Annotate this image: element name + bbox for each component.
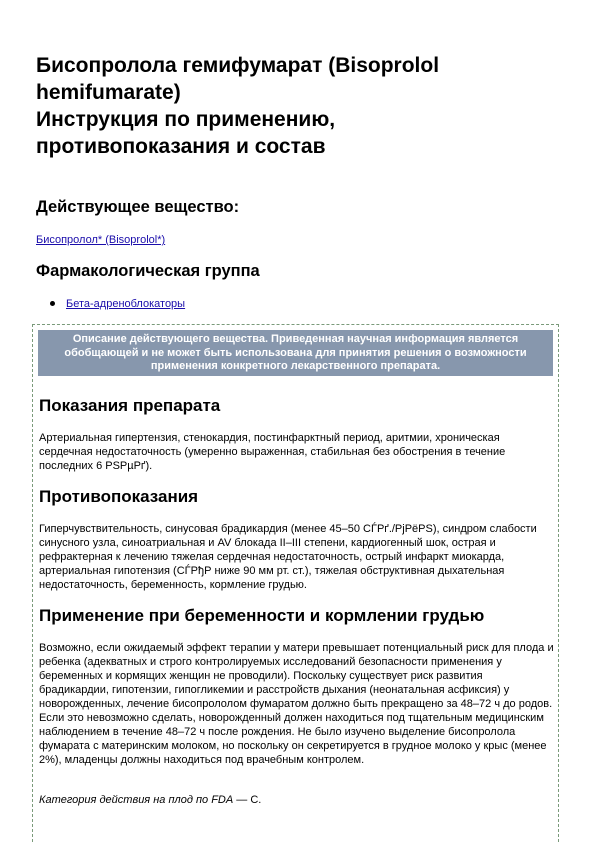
page-title: [36, 52, 566, 160]
notice-banner: Описание действующего вещества. Приведенная научная информация является обобщающей и не может быть использована для принятия решения о возможности применения конкретного лекарственного препарата.: [38, 330, 553, 376]
fda-category-value: — C.: [233, 794, 262, 806]
pharm-group-heading: Фармакологическая группа: [36, 262, 260, 280]
title-line-3: Инструкция по применению,: [36, 108, 336, 131]
active-substance-link[interactable]: Бисопролол* (Bisoprolol*): [36, 234, 166, 246]
indications-text: Артериальная гипертензия, стенокардия, постинфарктный период, аритмии, хроническая сердечная недостаточность (умеренно выраженная, стабильная без обострения в течение последних 6 PSPµPґ).: [39, 432, 506, 472]
title-line-1: Бисопролола гемифумарат (Bisoprolol: [36, 54, 440, 77]
pregnancy-text: Возможно, если ожидаемый эффект терапии у матери превышает потенциальный риск для плода и ребенка (адекватных и строго контролируемых исследований безопасности применения у беременных и кормящих женщин не проводили). Поскольку существует риск развития брадикардии, гипотензии, гипогликемии и расстройств дыхания (неонатальная асфиксия) у новорожденных, лечение бисопрололом фумаратом должно быть прекращено за 48–72 ч до родов. Если это невозможно сделать, новорожденный должен находиться под тщательным медицинским наблюдением в течение 48–72 ч после рождения. Не было изучено выделение бисопролола фумарата с материнским молоком, но поскольку он секретируется в грудное молоко у крыс (менее 2%), младенцы должны находиться под врачебным контролем.: [39, 642, 554, 766]
fda-category-label: Категория действия на плод по FDA: [39, 794, 234, 806]
indications-heading: Показания препарата: [39, 396, 221, 415]
pharm-group-link[interactable]: Бета-адреноблокаторы: [66, 298, 186, 310]
title-line-4: противопоказания и состав: [36, 135, 326, 158]
contraindications-text: Гиперчувствительность, синусовая брадикардия (менее 45–50 СЃРґ./PjРёРЅ), синдром слабости синусного узла, синоатриальная и AV блокада II–III степени, кардиогенный шок, острая и рефрактерная к лечению тяжелая сердечная недостаточность, острый инфаркт миокарда, артериальная гипотензия (СЃРђР ниже 90 мм рт. ст.), тяжелая обструктивная дыхательная недостаточность, беременность, кормление грудью.: [39, 523, 537, 591]
title-line-2: hemifumarate): [36, 81, 181, 104]
contraindications-heading: Противопоказания: [39, 487, 199, 506]
fda-category: [39, 793, 555, 807]
list-bullet: [50, 301, 55, 306]
active-substance-heading: Действующее вещество:: [36, 198, 240, 216]
pregnancy-heading: Применение при беременности и кормлении грудью: [39, 606, 485, 625]
